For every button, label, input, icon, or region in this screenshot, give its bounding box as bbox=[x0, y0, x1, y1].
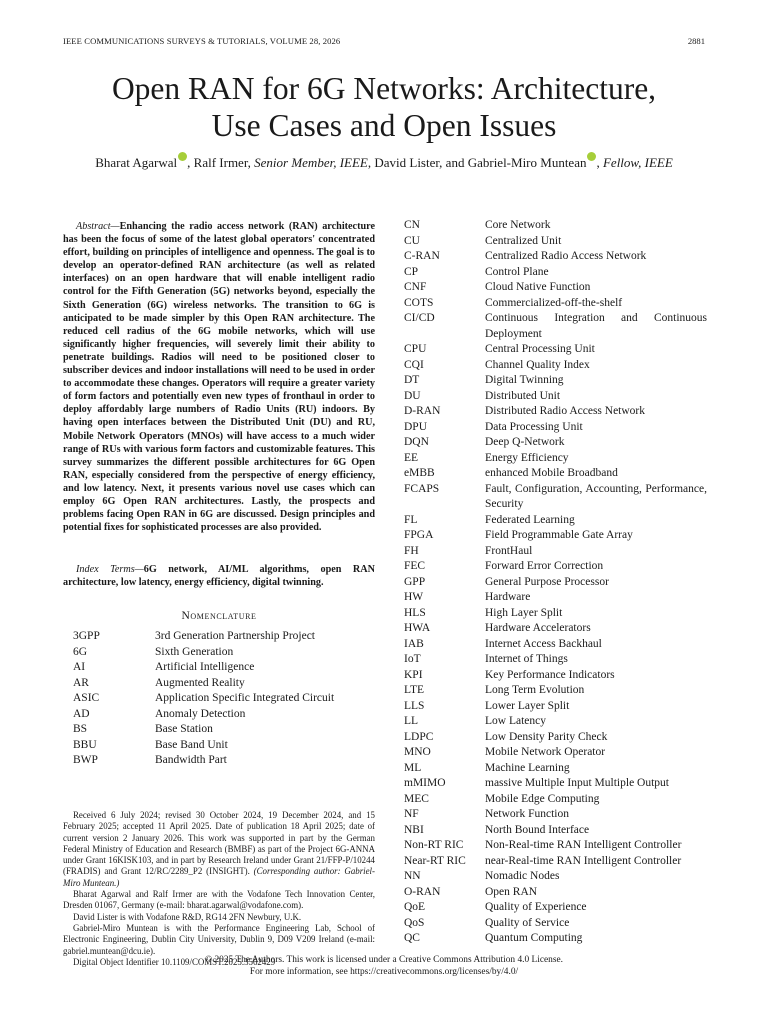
nomenclature-abbreviation: CN bbox=[404, 219, 420, 231]
nomenclature-abbreviation: eMBB bbox=[404, 467, 435, 479]
nomenclature-abbreviation: BS bbox=[73, 723, 88, 735]
received-note bbox=[63, 810, 375, 889]
nomenclature-entry bbox=[73, 660, 373, 676]
nomenclature-entry bbox=[404, 761, 707, 777]
nomenclature-definition: Data Processing Unit bbox=[485, 420, 583, 433]
nomenclature-entry bbox=[404, 373, 707, 389]
nomenclature-entry bbox=[404, 342, 707, 358]
author-2-membership: Senior Member, IEEE bbox=[254, 155, 368, 170]
nomenclature-entry bbox=[404, 218, 707, 234]
corresponding-author: (Corresponding author: Gabriel-Miro Muntean.) bbox=[63, 866, 375, 888]
nomenclature-entry bbox=[404, 513, 707, 529]
nomenclature-entry bbox=[404, 900, 707, 916]
nomenclature-entry bbox=[404, 838, 707, 854]
nomenclature-entry bbox=[404, 265, 707, 281]
nomenclature-abbreviation: DPU bbox=[404, 420, 428, 433]
author-line bbox=[0, 152, 768, 171]
nomenclature-entry bbox=[73, 738, 373, 754]
nomenclature-abbreviation: IoT bbox=[404, 653, 421, 665]
nomenclature-definition: High Layer Split bbox=[485, 606, 563, 619]
nomenclature-list-left bbox=[73, 629, 373, 769]
nomenclature-entry bbox=[404, 730, 707, 746]
affiliation-note: Bharat Agarwal and Ralf Irmer are with the Vodafone Tech Innovation Center, Dresden 01067, Germany (e-mail: bharat.agarwal@vodafone.com). bbox=[63, 889, 375, 911]
nomenclature-definition: Application Specific Integrated Circuit bbox=[155, 692, 335, 704]
nomenclature-definition: Mobile Edge Computing bbox=[485, 792, 600, 805]
abstract-label: Abstract— bbox=[76, 221, 120, 232]
author-separator: , bbox=[596, 155, 603, 170]
nomenclature-abbreviation: CQI bbox=[404, 358, 424, 371]
nomenclature-definition: Field Programmable Gate Array bbox=[485, 529, 633, 541]
nomenclature-definition: Base Band Unit bbox=[155, 738, 228, 751]
nomenclature-entry bbox=[404, 621, 707, 637]
nomenclature-entry bbox=[404, 404, 707, 420]
nomenclature-entry bbox=[73, 645, 373, 661]
nomenclature-abbreviation: ML bbox=[404, 761, 422, 774]
nomenclature-abbreviation: MEC bbox=[404, 792, 429, 805]
nomenclature-definition: Machine Learning bbox=[485, 761, 570, 774]
nomenclature-entry bbox=[404, 451, 707, 467]
affiliation-note: Gabriel-Miro Muntean is with the Performance Engineering Lab, School of Electronic Engineering, Dublin City University, Dublin 9, D09 V209 Ireland (e-mail: gabriel.muntean@dcu.ie). bbox=[63, 922, 375, 956]
nomenclature-definition: Anomaly Detection bbox=[155, 707, 246, 720]
author-1: Bharat Agarwal bbox=[95, 155, 178, 170]
nomenclature-definition: Open RAN bbox=[485, 885, 538, 898]
nomenclature-definition: Lower Layer Split bbox=[485, 699, 570, 712]
nomenclature-definition: Low Density Parity Check bbox=[485, 730, 608, 743]
nomenclature-entry bbox=[404, 358, 707, 374]
nomenclature-definition: FrontHaul bbox=[485, 544, 533, 557]
nomenclature-definition: Artificial Intelligence bbox=[155, 661, 255, 673]
nomenclature-definition: Sixth Generation bbox=[155, 645, 234, 658]
index-terms-label: Index Terms— bbox=[76, 564, 144, 575]
nomenclature-definition: Control Plane bbox=[485, 265, 549, 278]
nomenclature-abbreviation: O-RAN bbox=[404, 885, 441, 898]
nomenclature-definition: Key Performance Indicators bbox=[485, 668, 615, 681]
nomenclature-definition: Federated Learning bbox=[485, 513, 575, 526]
nomenclature-abbreviation: 6G bbox=[73, 645, 88, 658]
author-4-membership: Fellow, IEEE bbox=[602, 155, 673, 170]
nomenclature-definition: Continuous Integration and Continuous Deployment bbox=[485, 312, 707, 340]
nomenclature-abbreviation: DQN bbox=[404, 436, 429, 448]
nomenclature-definition: Bandwidth Part bbox=[155, 754, 227, 766]
nomenclature-abbreviation: C-RAN bbox=[404, 250, 440, 262]
nomenclature-entry bbox=[404, 823, 707, 839]
nomenclature-entry bbox=[404, 869, 707, 885]
license-line-2: For more information, see https://creativecommons.org/licenses/by/4.0/ bbox=[249, 967, 519, 977]
title-line-1: Open RAN for 6G Networks: Architecture, bbox=[111, 71, 657, 106]
nomenclature-entry bbox=[404, 420, 707, 436]
nomenclature-definition: Channel Quality Index bbox=[485, 358, 590, 371]
nomenclature-definition: Hardware Accelerators bbox=[485, 622, 591, 634]
nomenclature-definition: Quantum Computing bbox=[485, 932, 583, 944]
nomenclature-entry bbox=[404, 776, 707, 792]
nomenclature-entry bbox=[404, 544, 707, 560]
paper-title bbox=[0, 70, 768, 144]
nomenclature-abbreviation: 3GPP bbox=[73, 630, 100, 642]
nomenclature-definition: Network Function bbox=[485, 808, 570, 820]
nomenclature-abbreviation: D-RAN bbox=[404, 405, 441, 417]
nomenclature-abbreviation: EE bbox=[404, 451, 419, 464]
nomenclature-definition: Digital Twinning bbox=[485, 374, 564, 386]
nomenclature-abbreviation: NN bbox=[404, 870, 421, 882]
nomenclature-definition: massive Multiple Input Multiple Output bbox=[485, 777, 669, 789]
index-terms-text: 6G network, AI/ML algorithms, open RAN architecture, low latency, energy efficiency, digital twinning. bbox=[63, 564, 375, 589]
nomenclature-abbreviation: NBI bbox=[404, 823, 424, 836]
nomenclature-definition: Quality of Service bbox=[485, 916, 570, 929]
nomenclature-abbreviation: DU bbox=[404, 389, 421, 402]
nomenclature-entry bbox=[404, 683, 707, 699]
nomenclature-definition: Centralized Unit bbox=[485, 234, 562, 247]
nomenclature-entry bbox=[404, 652, 707, 668]
nomenclature-abbreviation: KPI bbox=[404, 668, 423, 681]
nomenclature-entry bbox=[404, 280, 707, 296]
nomenclature-entry bbox=[404, 249, 707, 265]
nomenclature-definition: Non-Real-time RAN Intelligent Controller bbox=[485, 839, 682, 851]
nomenclature-abbreviation: NF bbox=[404, 808, 419, 820]
nomenclature-abbreviation: DT bbox=[404, 374, 420, 386]
nomenclature-entry bbox=[73, 676, 373, 692]
nomenclature-abbreviation: AI bbox=[73, 661, 86, 673]
nomenclature-abbreviation: BBU bbox=[73, 738, 97, 751]
nomenclature-entry bbox=[73, 629, 373, 645]
nomenclature-entry bbox=[404, 916, 707, 932]
nomenclature-abbreviation: FCAPS bbox=[404, 482, 440, 495]
nomenclature-heading: Nomenclature bbox=[181, 610, 257, 622]
nomenclature-abbreviation: CI/CD bbox=[404, 312, 435, 324]
nomenclature-entry bbox=[404, 745, 707, 761]
nomenclature-entry bbox=[404, 931, 707, 947]
nomenclature-entry bbox=[404, 482, 707, 513]
author-3-4: , David Lister, and Gabriel-Miro Muntean bbox=[367, 155, 587, 170]
nomenclature-entry bbox=[404, 885, 707, 901]
nomenclature-entry bbox=[404, 559, 707, 575]
nomenclature-definition: North Bound Interface bbox=[485, 823, 590, 836]
nomenclature-abbreviation: FEC bbox=[404, 560, 426, 572]
nomenclature-abbreviation: COTS bbox=[404, 296, 434, 309]
nomenclature-abbreviation: GPP bbox=[404, 575, 426, 588]
nomenclature-definition: Central Processing Unit bbox=[485, 343, 595, 355]
running-head: IEEE COMMUNICATIONS SURVEYS & TUTORIALS, VOLUME 28, 2026 bbox=[63, 36, 341, 46]
nomenclature-abbreviation: FPGA bbox=[404, 529, 434, 541]
nomenclature-abbreviation: AD bbox=[73, 707, 90, 720]
nomenclature-entry bbox=[73, 707, 373, 723]
nomenclature-abbreviation: IAB bbox=[404, 637, 424, 650]
nomenclature-abbreviation: Near-RT RIC bbox=[404, 854, 466, 867]
nomenclature-abbreviation: LLS bbox=[404, 699, 425, 712]
nomenclature-abbreviation: LL bbox=[404, 715, 419, 727]
nomenclature-definition: Forward Error Correction bbox=[485, 560, 604, 572]
footnotes bbox=[63, 810, 375, 968]
nomenclature-entry bbox=[404, 637, 707, 653]
nomenclature-entry bbox=[404, 575, 707, 591]
nomenclature-definition: Long Term Evolution bbox=[485, 684, 585, 696]
nomenclature-entry bbox=[404, 528, 707, 544]
nomenclature-entry bbox=[404, 807, 707, 823]
page-number: 2881 bbox=[687, 36, 705, 46]
nomenclature-definition: Fault, Configuration, Accounting, Performance, Security bbox=[485, 482, 707, 510]
nomenclature-entry bbox=[404, 296, 707, 312]
nomenclature-abbreviation: CNF bbox=[404, 281, 427, 293]
nomenclature-definition: Hardware bbox=[485, 591, 531, 603]
nomenclature-abbreviation: CP bbox=[404, 265, 419, 278]
nomenclature-entry bbox=[404, 606, 707, 622]
nomenclature-entry bbox=[404, 435, 707, 451]
license-line-1: © 2025 The Authors. This work is licensed under a Creative Commons Attribution 4.0 License. bbox=[204, 955, 564, 965]
nomenclature-definition: Mobile Network Operator bbox=[485, 746, 606, 758]
nomenclature-definition: Quality of Experience bbox=[485, 901, 587, 913]
nomenclature-definition: Distributed Unit bbox=[485, 389, 561, 402]
author-2: , Ralf Irmer, bbox=[187, 155, 255, 170]
nomenclature-entry bbox=[404, 311, 707, 342]
affiliation-note: David Lister is with Vodafone R&D, RG14 2FN Newbury, U.K. bbox=[73, 911, 302, 922]
nomenclature-abbreviation: CU bbox=[404, 234, 420, 247]
abstract bbox=[63, 220, 375, 534]
nomenclature-abbreviation: mMIMO bbox=[404, 777, 446, 789]
abstract-text: Enhancing the radio access network (RAN) architecture has been the focus of some of the latest global operators' concentrated effort, building on principles of intelligence and openness. The goal is to develop an operator-defined RAN architecture (as well as related interfaces) on an open hardware that will enable intelligent radio control for the Fifth Generation (5G) networks beyond, especially the Sixth Generation (6G) wireless networks. The transition to 6G is anticipated to be made simpler by this Open RAN architecture. The reduced cell radius of the 6G mobile networks, which will use significantly higher frequencies, will severely limit their ability to penetrate buildings. Radios will need to be positioned closer to subscriber devices and indoor installations will need to be used in order to accommodate these changes. Operators will require a greater variety of form factors and potentially even new types of fronthaul in order to deploy affordably large numbers of Radio Units (RU) indoors. By having open interfaces between the Distributed Unit (DU) and RU, Mobile Network Operators (MNOs) will have access to a much wider range of RUs with various form factors and customizable features. This survey summarizes the different possible architectures for 6G Open RAN, especially considered from the perspective of energy efficiency, and low latency. Next, it presents various novel use cases which can employ 6G Open RAN architectures. Lastly, the prospects and problems facing Open RAN in 6G are discussed. Design principles and potential fixes for sophisticated processes are also provided. bbox=[63, 221, 375, 534]
title-line-2: Use Cases and Open Issues bbox=[211, 108, 557, 143]
nomenclature-abbreviation: CPU bbox=[404, 343, 427, 355]
nomenclature-definition: Commercialized-off-the-shelf bbox=[485, 296, 623, 309]
nomenclature-entry bbox=[404, 854, 707, 870]
nomenclature-definition: Augmented Reality bbox=[155, 676, 245, 689]
nomenclature-definition: Internet of Things bbox=[485, 653, 568, 665]
nomenclature-entry bbox=[404, 389, 707, 405]
nomenclature-abbreviation: QoS bbox=[404, 916, 425, 929]
nomenclature-definition: Internet Access Backhaul bbox=[485, 637, 602, 650]
doi-line: Digital Object Identifier 10.1109/COMST.2025.3562429 bbox=[73, 956, 276, 967]
nomenclature-definition: General Purpose Processor bbox=[485, 575, 609, 588]
nomenclature-entry bbox=[404, 590, 707, 606]
nomenclature-definition: Energy Efficiency bbox=[485, 451, 569, 464]
nomenclature-definition: Cloud Native Function bbox=[485, 281, 591, 293]
nomenclature-definition: Deep Q-Network bbox=[485, 436, 565, 448]
nomenclature-abbreviation: MNO bbox=[404, 746, 431, 758]
nomenclature-list-right bbox=[404, 218, 707, 947]
received-text: Received 6 July 2024; revised 30 October 2024, 19 December 2024, and 15 February 2025; accepted 11 April 2025. Date of publication 18 April 2025; date of current version 2 January 2026. This work was supported in part by the German Federal Ministry of Education and Research (BMBF) as part of the Project 6G-ANNA under Grant 16KISK103, and in part by Research Ireland under Grant 21/FFP-P/10244 (FRADIS) and Grant 12/RC/2289_P2 (INSIGHT). bbox=[63, 810, 375, 877]
nomenclature-definition: Centralized Radio Access Network bbox=[485, 250, 647, 262]
nomenclature-abbreviation: Non-RT RIC bbox=[404, 839, 464, 851]
nomenclature-definition: Base Station bbox=[155, 723, 213, 735]
nomenclature-entry bbox=[73, 753, 373, 769]
license-notice bbox=[0, 954, 768, 978]
nomenclature-definition: Nomadic Nodes bbox=[485, 870, 560, 882]
orcid-icon[interactable] bbox=[178, 152, 187, 161]
nomenclature-abbreviation: BWP bbox=[73, 754, 98, 766]
nomenclature-entry bbox=[404, 792, 707, 808]
nomenclature-entry bbox=[404, 668, 707, 684]
nomenclature-entry bbox=[73, 722, 373, 738]
nomenclature-abbreviation: LTE bbox=[404, 684, 425, 696]
nomenclature-abbreviation: HLS bbox=[404, 606, 426, 619]
nomenclature-definition: 3rd Generation Partnership Project bbox=[155, 630, 315, 642]
nomenclature-definition: Core Network bbox=[485, 219, 551, 231]
nomenclature-abbreviation: HW bbox=[404, 591, 424, 603]
nomenclature-definition: enhanced Mobile Broadband bbox=[485, 467, 618, 479]
nomenclature-abbreviation: LDPC bbox=[404, 730, 434, 743]
nomenclature-definition: near-Real-time RAN Intelligent Controller bbox=[485, 854, 682, 867]
nomenclature-entry bbox=[404, 714, 707, 730]
nomenclature-entry bbox=[73, 691, 373, 707]
nomenclature-abbreviation: FL bbox=[404, 513, 418, 526]
nomenclature-entry bbox=[404, 466, 707, 482]
index-terms bbox=[63, 563, 375, 589]
nomenclature-abbreviation: HWA bbox=[404, 622, 431, 634]
nomenclature-abbreviation: QC bbox=[404, 932, 420, 944]
nomenclature-abbreviation: QoE bbox=[404, 901, 426, 913]
nomenclature-abbreviation: FH bbox=[404, 544, 419, 557]
nomenclature-entry bbox=[404, 234, 707, 250]
nomenclature-definition: Low Latency bbox=[485, 715, 546, 727]
nomenclature-abbreviation: ASIC bbox=[73, 692, 100, 704]
nomenclature-entry bbox=[404, 699, 707, 715]
nomenclature-definition: Distributed Radio Access Network bbox=[485, 405, 646, 417]
nomenclature-abbreviation: AR bbox=[73, 676, 89, 689]
